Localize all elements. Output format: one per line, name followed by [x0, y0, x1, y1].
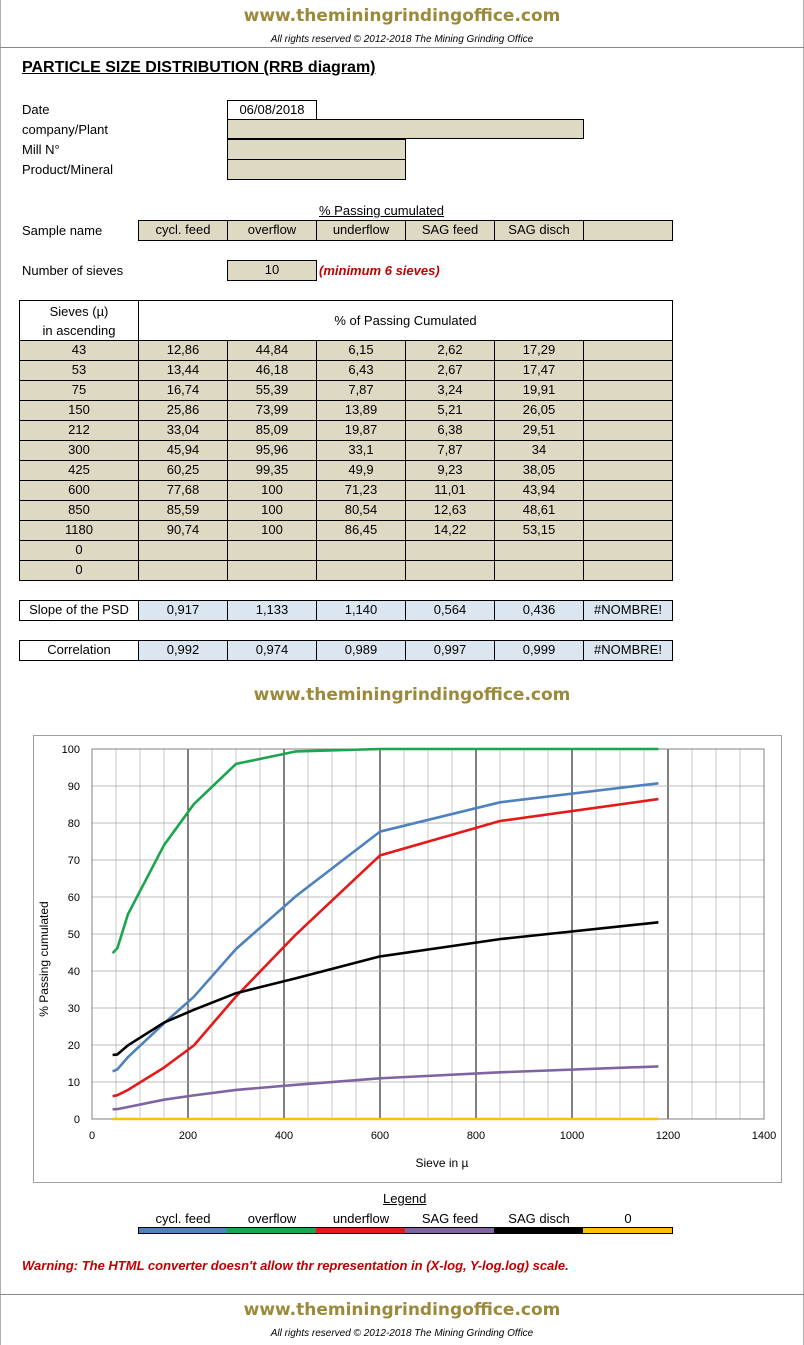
passing-value-cell[interactable]: 5,21: [405, 400, 495, 421]
passing-value-cell[interactable]: 45,94: [138, 440, 228, 461]
footer-divider: [0, 1294, 804, 1295]
legend-title: Legend: [383, 1191, 427, 1206]
correlation-value-cell: 0,999: [494, 640, 584, 661]
slope-value-cell: 1,133: [227, 600, 317, 621]
y-tick-label: 90: [67, 781, 80, 793]
slope-value-cell: 0,917: [138, 600, 228, 621]
legend-swatch: [405, 1227, 495, 1234]
slope-label: Slope of the PSD: [19, 600, 139, 621]
passing-value-cell[interactable]: 34: [494, 440, 584, 461]
legend-label: overflow: [247, 1211, 297, 1226]
x-tick-label: 0: [88, 1130, 96, 1142]
correlation-value-cell: 0,989: [316, 640, 406, 661]
passing-value-cell[interactable]: 29,51: [494, 420, 584, 441]
correlation-value-cell: #NOMBRE!: [583, 640, 673, 661]
header-divider: [0, 47, 804, 48]
sieve-header: [19, 300, 139, 341]
x-tick-label: 800: [466, 1130, 486, 1142]
passing-value-cell[interactable]: 6,38: [405, 420, 495, 441]
passing-value-cell[interactable]: 85,09: [227, 420, 317, 441]
passing-value-cell[interactable]: 7,87: [316, 380, 406, 401]
legend-swatch: [583, 1227, 673, 1234]
warning-text: Warning: The HTML converter doesn't allow thr representation in (X-log, Y-log.log) scale.: [22, 1258, 569, 1273]
legend-label: underflow: [332, 1211, 390, 1226]
sieve-size-cell[interactable]: 0: [19, 560, 139, 581]
legend-swatch: [138, 1227, 228, 1234]
chart-frame: [34, 736, 782, 1183]
legend-swatch: [227, 1227, 317, 1234]
passing-value-cell[interactable]: [494, 540, 584, 561]
passing-value-cell[interactable]: 16,74: [138, 380, 228, 401]
passing-value-cell[interactable]: [227, 540, 317, 561]
sieve-header-line2: in ascending: [42, 323, 116, 338]
passing-value-cell[interactable]: [583, 360, 673, 381]
passing-value-cell[interactable]: [583, 520, 673, 541]
passing-value-cell[interactable]: 100: [227, 500, 317, 521]
y-tick-label: 30: [67, 1003, 80, 1015]
passing-value-cell[interactable]: 80,54: [316, 500, 406, 521]
sieve-size-cell[interactable]: 850: [19, 500, 139, 521]
passing-value-cell[interactable]: 6,15: [316, 340, 406, 361]
passing-value-cell[interactable]: [316, 560, 406, 581]
passing-value-cell[interactable]: 9,23: [405, 460, 495, 481]
passing-value-cell[interactable]: 33,04: [138, 420, 228, 441]
slope-value-cell: #NOMBRE!: [583, 600, 673, 621]
passing-value-cell[interactable]: 11,01: [405, 480, 495, 501]
passing-value-cell[interactable]: [583, 340, 673, 361]
sieve-size-cell[interactable]: 212: [19, 420, 139, 441]
passing-value-cell[interactable]: 25,86: [138, 400, 228, 421]
x-tick-label: 1200: [655, 1130, 681, 1142]
passing-value-cell[interactable]: 44,84: [227, 340, 317, 361]
x-tick-label: 400: [274, 1130, 294, 1142]
page-title: PARTICLE SIZE DISTRIBUTION (RRB diagram): [22, 59, 376, 76]
passing-value-cell[interactable]: [583, 460, 673, 481]
passing-value-cell[interactable]: 13,89: [316, 400, 406, 421]
passing-value-cell[interactable]: 100: [227, 520, 317, 541]
x-axis-title: Sieve in µ: [415, 1156, 469, 1170]
site-title: www.theminingrindingoffice.com: [243, 6, 561, 26]
passing-value-cell[interactable]: 12,63: [405, 500, 495, 521]
passing-value-cell[interactable]: 60,25: [138, 460, 228, 481]
passing-value-cell[interactable]: [583, 560, 673, 581]
sieve-size-cell[interactable]: 75: [19, 380, 139, 401]
legend-swatch: [494, 1227, 584, 1234]
correlation-value-cell: 0,997: [405, 640, 495, 661]
passing-value-cell[interactable]: 86,45: [316, 520, 406, 541]
legend-swatch: [316, 1227, 406, 1234]
sieves-count-label: Number of sieves: [22, 263, 124, 278]
correlation-value-cell: 0,992: [138, 640, 228, 661]
legend-label: SAG disch: [508, 1211, 570, 1226]
passing-value-cell[interactable]: 38,05: [494, 460, 584, 481]
company-field[interactable]: [227, 119, 584, 139]
passing-value-cell[interactable]: 2,62: [405, 340, 495, 361]
passing-value-cell[interactable]: 6,43: [316, 360, 406, 381]
y-tick-label: 80: [67, 818, 80, 830]
passing-cumulated-header: % of Passing Cumulated: [138, 300, 673, 341]
mid-site-title: www.theminingrindingoffice.com: [253, 685, 571, 705]
passing-value-cell[interactable]: 19,91: [494, 380, 584, 401]
passing-value-cell[interactable]: [583, 480, 673, 501]
product-field[interactable]: [227, 159, 406, 180]
sample-name-cell[interactable]: underflow: [316, 220, 406, 241]
y-tick-label: 0: [73, 1114, 80, 1126]
date-field[interactable]: 06/08/2018: [227, 100, 317, 120]
passing-value-cell[interactable]: 73,99: [227, 400, 317, 421]
y-tick-label: 100: [61, 744, 80, 756]
passing-value-cell[interactable]: 33,1: [316, 440, 406, 461]
passing-value-cell[interactable]: 77,68: [138, 480, 228, 501]
product-label: Product/Mineral: [22, 162, 114, 177]
passing-value-cell[interactable]: 85,59: [138, 500, 228, 521]
footer-site-title: www.theminingrindingoffice.com: [243, 1300, 561, 1320]
y-axis-title: % Passing cumulated: [37, 901, 51, 1017]
mill-field[interactable]: [227, 139, 406, 160]
passing-value-cell[interactable]: 26,05: [494, 400, 584, 421]
passing-value-cell[interactable]: [405, 560, 495, 581]
sample-label: Sample name: [22, 223, 103, 238]
sample-name-cell[interactable]: SAG disch: [494, 220, 584, 241]
mill-label: Mill N°: [22, 142, 60, 157]
x-tick-label: 1000: [559, 1130, 585, 1142]
passing-value-cell[interactable]: 14,22: [405, 520, 495, 541]
y-tick-label: 10: [67, 1077, 80, 1089]
passing-value-cell[interactable]: [494, 560, 584, 581]
passing-value-cell[interactable]: 71,23: [316, 480, 406, 501]
passing-value-cell[interactable]: [316, 540, 406, 561]
legend-label: 0: [624, 1211, 632, 1226]
date-label: Date: [22, 102, 50, 117]
passing-value-cell[interactable]: 90,74: [138, 520, 228, 541]
copyright-text: All rights reserved © 2012-2018 The Mining Grinding Office: [270, 34, 534, 45]
x-tick-label: 1400: [751, 1130, 777, 1142]
sample-name-cell[interactable]: SAG feed: [405, 220, 495, 241]
passing-value-cell[interactable]: [583, 380, 673, 401]
sieve-size-cell[interactable]: 53: [19, 360, 139, 381]
passing-value-cell[interactable]: 2,67: [405, 360, 495, 381]
sieve-size-cell[interactable]: 0: [19, 540, 139, 561]
sample-name-cell[interactable]: [583, 220, 673, 241]
passing-value-cell[interactable]: [138, 560, 228, 581]
passing-value-cell[interactable]: 48,61: [494, 500, 584, 521]
sieve-size-cell[interactable]: 300: [19, 440, 139, 461]
passing-value-cell[interactable]: [405, 540, 495, 561]
passing-value-cell[interactable]: 49,9: [316, 460, 406, 481]
passing-value-cell[interactable]: 12,86: [138, 340, 228, 361]
passing-value-cell[interactable]: [583, 420, 673, 441]
passing-value-cell[interactable]: [227, 560, 317, 581]
company-label: company/Plant: [22, 122, 108, 137]
passing-value-cell[interactable]: 100: [227, 480, 317, 501]
sieve-size-cell[interactable]: 1180: [19, 520, 139, 541]
legend-label: cycl. feed: [155, 1211, 211, 1226]
passing-value-cell[interactable]: 46,18: [227, 360, 317, 381]
y-tick-label: 40: [67, 966, 80, 978]
correlation-value-cell: 0,974: [227, 640, 317, 661]
sieves-note: (minimum 6 sieves): [319, 263, 440, 278]
sieve-size-cell[interactable]: 150: [19, 400, 139, 421]
psd-chart: [33, 735, 782, 1183]
passing-value-cell[interactable]: 99,35: [227, 460, 317, 481]
slope-value-cell: 1,140: [316, 600, 406, 621]
slope-value-cell: 0,436: [494, 600, 584, 621]
left-border: [0, 0, 1, 1345]
passing-value-cell[interactable]: [583, 540, 673, 561]
passing-value-cell[interactable]: [138, 540, 228, 561]
passing-value-cell[interactable]: 95,96: [227, 440, 317, 461]
passing-value-cell[interactable]: 17,47: [494, 360, 584, 381]
sieve-size-cell[interactable]: 43: [19, 340, 139, 361]
sieve-size-cell[interactable]: 425: [19, 460, 139, 481]
sieve-size-cell[interactable]: 600: [19, 480, 139, 501]
passing-value-cell[interactable]: 55,39: [227, 380, 317, 401]
correlation-label: Correlation: [19, 640, 139, 661]
footer-copyright: All rights reserved © 2012-2018 The Mining Grinding Office: [270, 1328, 534, 1339]
passing-value-cell[interactable]: 13,44: [138, 360, 228, 381]
sample-name-cell[interactable]: overflow: [227, 220, 317, 241]
y-tick-label: 70: [67, 855, 80, 867]
passing-value-cell[interactable]: 3,24: [405, 380, 495, 401]
passing-header: % Passing cumulated: [319, 203, 445, 218]
passing-value-cell[interactable]: [583, 500, 673, 521]
passing-value-cell[interactable]: 19,87: [316, 420, 406, 441]
passing-value-cell[interactable]: [583, 400, 673, 421]
slope-value-cell: 0,564: [405, 600, 495, 621]
sample-name-cell[interactable]: cycl. feed: [138, 220, 228, 241]
passing-value-cell[interactable]: 43,94: [494, 480, 584, 501]
x-tick-label: 200: [178, 1130, 198, 1142]
passing-value-cell[interactable]: 17,29: [494, 340, 584, 361]
y-tick-label: 50: [67, 929, 80, 941]
passing-value-cell[interactable]: 7,87: [405, 440, 495, 461]
x-tick-label: 600: [370, 1130, 390, 1142]
y-tick-label: 20: [67, 1040, 80, 1052]
sieves-count-field[interactable]: 10: [227, 260, 317, 281]
legend-label: SAG feed: [421, 1211, 479, 1226]
passing-value-cell[interactable]: 53,15: [494, 520, 584, 541]
passing-value-cell[interactable]: [583, 440, 673, 461]
sieve-header-line1: Sieves (µ): [49, 304, 109, 319]
y-tick-label: 60: [67, 892, 80, 904]
